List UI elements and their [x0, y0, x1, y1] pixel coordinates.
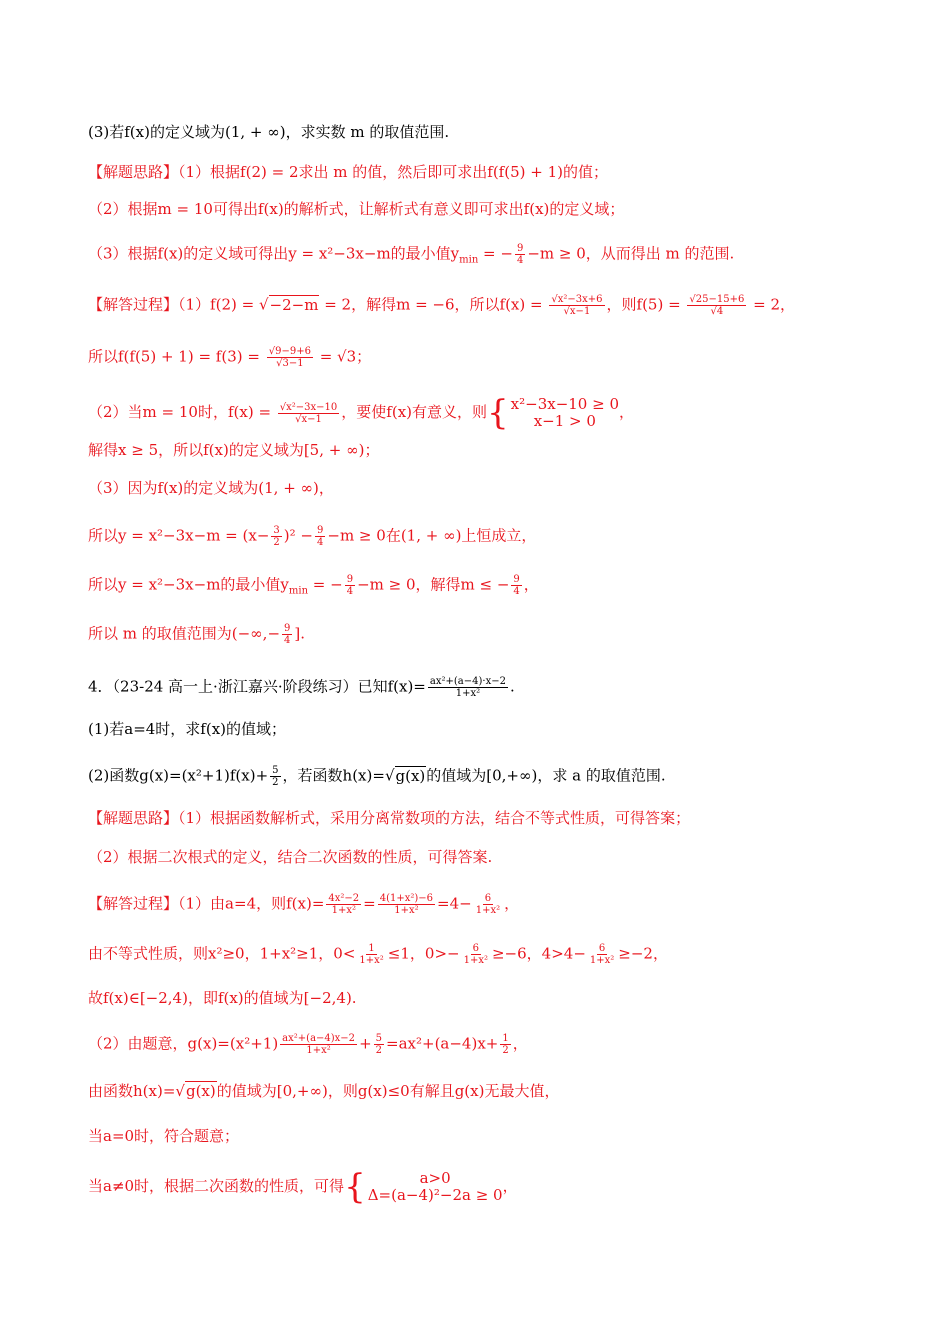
q4-part1: (1)若a=4时，求f(x)的值域； [88, 720, 287, 738]
q3-solution-line8: 所以 m 的取值范围为(−∞,− $\frac{9}{4}$ ]. [88, 623, 306, 646]
fraction: $\frac{6}{\text{1+x²}}$ [475, 893, 501, 916]
fraction: $\frac{1}{\text{1+x²}}$ [359, 943, 384, 966]
fraction: $\frac{\text{ax²+(a−4)·x−2}}{\text{1+x²}}$ [429, 676, 506, 699]
q3-solution-line5: （3）因为f(x)的定义域为(1, + ∞)， [88, 479, 334, 497]
q4-solution-line4: （2）由题意，g(x)=(x²+1) $\frac{\text{ax²+(a−4)x−2}}{\text{1+x²}}$ + $\frac{5}{2}$ =ax²+(a−4)x+ $\frac{1}{2}$ ， [88, 1033, 528, 1056]
fraction: $\frac{6}{\text{1+x²}}$ [589, 943, 615, 966]
fraction: $\frac{\text{ax²+(a−4)x−2}}{\text{1+x²}}$ [282, 1033, 356, 1056]
q3-solution-line6: 所以y = x²−3x−m = (x− $\frac{3}{2}$ )² − $\frac{9}{4}$ −m ≥ 0在(1, + ∞)上恒成立， [88, 525, 537, 548]
fraction: $\frac{9}{4}$ [516, 243, 524, 266]
q4-solution-line3: 故f(x)∈[−2,4)，即f(x)的值域为[−2,4). [88, 989, 357, 1007]
fraction: $\frac{9}{4}$ [284, 623, 291, 646]
q3-solution-line7: 所以y = x²−3x−m的最小值$y_{min}$ = − $\frac{9}{4}$ −m ≥ 0，解得m ≤ − $\frac{9}{4}$ ， [88, 574, 539, 597]
q4-solution-line1: 【解答过程】（1）由a=4，则f(x)= $\frac{\text{4x²−2}}{\text{1+x²}}$ = $\frac{\text{4(1+x²)−6}}{\text{1+x²}}$ =4− $\frac{6}{\text{1+x²}}$ ， [88, 893, 520, 916]
q3-solution-line2: 所以f(f(5) + 1) = f(3) = $\frac{√9-9+6}{√3-1}$ = √3； [88, 346, 372, 369]
fraction: $\frac{5}{2}$ [375, 1033, 383, 1056]
q4-solution-line7: 当a≠0时，根据二次函数的性质，可得 { a>0 Δ=(a−4)²−2a ≥ 0 ， [88, 1167, 518, 1207]
fraction: $\frac{5}{2}$ [272, 765, 279, 788]
fraction: $\frac{1}{2}$ [502, 1033, 509, 1056]
fraction: $\frac{√9-9+6}{√3-1}$ [268, 346, 311, 369]
fraction: $\frac{\text{√x²−3x+6}}{√x-1}$ [551, 294, 603, 317]
q4-solution-line5: 由函数h(x)=√g(x)的值域为[0,+∞)，则g(x)≤0有解且g(x)无最大值， [88, 1082, 560, 1100]
q4-stem: 4．（23-24 高一上·浙江嘉兴·阶段练习）已知f(x)= $\frac{\text{ax²+(a−4)·x−2}}{\text{1+x²}}$ . [88, 676, 515, 699]
fraction: $\frac{3}{2}$ [273, 525, 280, 548]
fraction: $\frac{6}{\text{1+x²}}$ [463, 943, 488, 966]
q3-solution-line1: 【解答过程】（1）f(2) = √−2−m = 2，解得m = −6，所以f(x) = $\frac{\text{√x²−3x+6}}{√x-1}$ ，则f(5) = $\frac{√25-15+6}{√4}$ = 2， [88, 294, 796, 317]
solution-tag: 【解答过程】 [88, 894, 179, 913]
solution-tag: 【解答过程】 [88, 295, 179, 314]
fraction: $\frac{\text{4(1+x²)−6}}{\text{1+x²}}$ [379, 893, 434, 916]
fraction: $\frac{√25-15+6}{√4}$ [689, 294, 745, 317]
fraction: $\frac{9}{4}$ [513, 574, 520, 597]
fraction: $\frac{9}{4}$ [317, 525, 324, 548]
fraction: $\frac{\text{√x²−3x−10}}{√x-1}$ [279, 401, 338, 425]
q3-hint-line3: （3）根据f(x)的定义域可得出y = x²−3x−m的最小值$y_{min}$ = − $\frac{9}{4}$ −m ≥ 0，从而得出 m 的范围. [88, 243, 735, 266]
q4-part2: (2)函数g(x)=(x²+1)f(x)+ $\frac{5}{2}$ ，若函数h(x)=√g(x)的值域为[0,+∞)，求 a 的取值范围. [88, 765, 666, 788]
q3-solution-line3: （2）当m = 10时，f(x) = $\frac{\text{√x²−3x−10}}{√x-1}$ ，要使f(x)有意义，则 { x²−3x−10 ≥ 0 x−1 > 0 ， [88, 393, 635, 433]
equation-system: { x²−3x−10 ≥ 0 x−1 > 0 [487, 393, 620, 433]
hint-tag: 【解题思路】 [88, 163, 179, 181]
q4-solution-line2: 由不等式性质，则x²≥0，1+x²≥1，0< $\frac{1}{\text{1+x²}}$ ≤1，0>− $\frac{6}{\text{1+x²}}$ ≥−6，4>4− $\frac{6}{\text{1+x²}}$ ≥−2， [88, 943, 668, 966]
q3-solution-line4: 解得x ≥ 5，所以f(x)的定义域为[5, + ∞)； [88, 441, 380, 459]
fraction: $\frac{\text{4x²−2}}{\text{1+x²}}$ [328, 893, 360, 916]
q4-hint-line1: 【解题思路】（1）根据函数解析式，采用分离常数项的方法，结合不等式性质，可得答案； [88, 809, 691, 827]
fraction: $\frac{9}{4}$ [346, 574, 354, 597]
q4-hint-line2: （2）根据二次根式的定义，结合二次函数的性质，可得答案. [88, 848, 493, 866]
q4-solution-line6: 当a=0时，符合题意； [88, 1127, 240, 1145]
q3-hint-line2: （2）根据m = 10可得出f(x)的解析式，让解析式有意义即可求出f(x)的定义域； [88, 200, 625, 218]
q3-part3: (3)若f(x)的定义域为(1, + ∞)，求实数 m 的取值范围. [88, 123, 450, 141]
hint-tag: 【解题思路】 [88, 809, 179, 827]
q3-hint-line1: 【解题思路】（1）根据f(2) = 2求出 m 的值，然后即可求出f(f(5) + 1)的值； [88, 163, 608, 181]
equation-system: { a>0 Δ=(a−4)²−2a ≥ 0 [344, 1167, 503, 1207]
